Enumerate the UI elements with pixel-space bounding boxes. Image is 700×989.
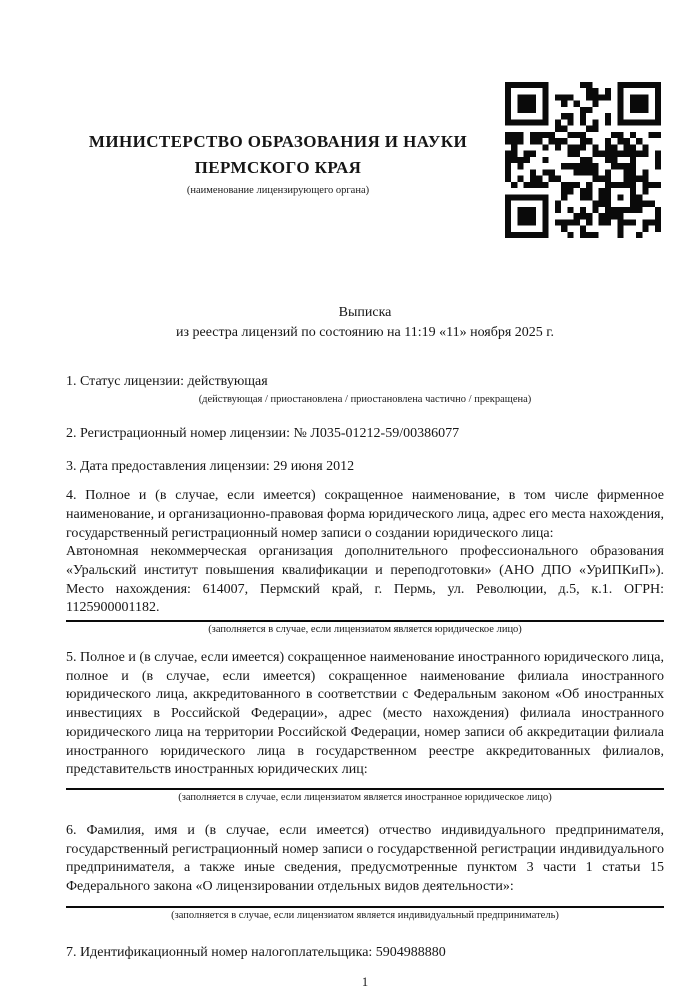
document-title <box>66 303 664 343</box>
document-title-subheading: из реестра лицензий по состоянию на 11:19 «11» ноября 2025 г. <box>176 325 554 340</box>
fill-line-legal-entity <box>66 620 664 622</box>
item-legal-entity-caption: (заполняется в случае, если лицензиатом является юридическое лицо) <box>208 624 522 636</box>
ministry-name-line2: ПЕРМСКОГО КРАЯ <box>194 158 362 177</box>
page-number: 1 <box>361 975 369 989</box>
item-license-status-caption: (действующая / приостановлена / приостановлена частично / прекращена) <box>198 393 532 405</box>
item-individual-caption: (заполняется в случае, если лицензиатом является индивидуальный предприниматель) <box>171 909 559 921</box>
ministry-caption: (наименование лицензирующего органа) <box>186 185 370 196</box>
item-foreign-entity-caption: (заполняется в случае, если лицензиатом является иностранное юридическое лицо) <box>178 791 552 803</box>
item-legal-entity-value: Автономная некоммерческая организация дополнительного профессионального образования «Уральский институт повышения квалификации и переподготовки» (АНО ДПО «УрИПКиП»). Место нахождения: 614007, Пермский край, г. Пермь, ул. Революции, д.5, к.1. ОГРН: 1125900001182. <box>66 544 664 616</box>
document-body <box>66 303 664 989</box>
ministry-name-line1: МИНИСТЕРСТВО ОБРАЗОВАНИЯ И НАУКИ <box>88 132 468 151</box>
item-individual-label: 6. Фамилия, имя и (в случае, если имеется) отчество индивидуального предпринимателя, государственный регистрационный номер записи о государственной регистрации индивидуального предпринимателя, а также иные сведения, предусмотренные пунктом 3 части 1 статьи 15 Федерального закона «О лицензировании отдельных видов деятельности»: <box>66 822 664 895</box>
item-grant-date: 3. Дата предоставления лицензии: 29 июня 2012 <box>66 459 355 475</box>
qr-code-icon <box>505 82 661 238</box>
item-legal-entity-label: 4. Полное и (в случае, если имеется) сокращенное наименование, в том числе фирменное наименование, и организационно-правовая форма юридического лица, адрес его места нахождения, государственный регистрационный номер записи о создании юридического лица: <box>66 488 664 541</box>
item-registration-number: 2. Регистрационный номер лицензии: № Л035-01212-59/00386077 <box>66 425 460 441</box>
document-title-heading: Выписка <box>338 305 392 320</box>
item-taxpayer-number: 7. Идентификационный номер налогоплательщика: 5904988880 <box>66 944 446 960</box>
fill-line-individual <box>66 906 664 908</box>
item-license-status: 1. Статус лицензии: действующая <box>66 374 268 389</box>
ministry-name <box>66 129 490 181</box>
item-foreign-entity-label: 5. Полное и (в случае, если имеется) сокращенное наименование иностранного юридического лица, полное и (в случае, если имеется) сокращенное наименование филиала иностранного юридического лица, аккредитованного в соответствии с Федеральным законом «Об иностранных инвестициях в Российской Федерации», адрес (место нахождения) филиала иностранного юридического лица на территории Российской Федерации, номер записи об аккредитации филиала иностранного юридического лица в государственном реестре аккредитованных филиалов, представительств иностранных юридических лиц: <box>66 650 664 778</box>
fill-line-foreign-entity <box>66 788 664 790</box>
letterhead <box>66 129 490 198</box>
